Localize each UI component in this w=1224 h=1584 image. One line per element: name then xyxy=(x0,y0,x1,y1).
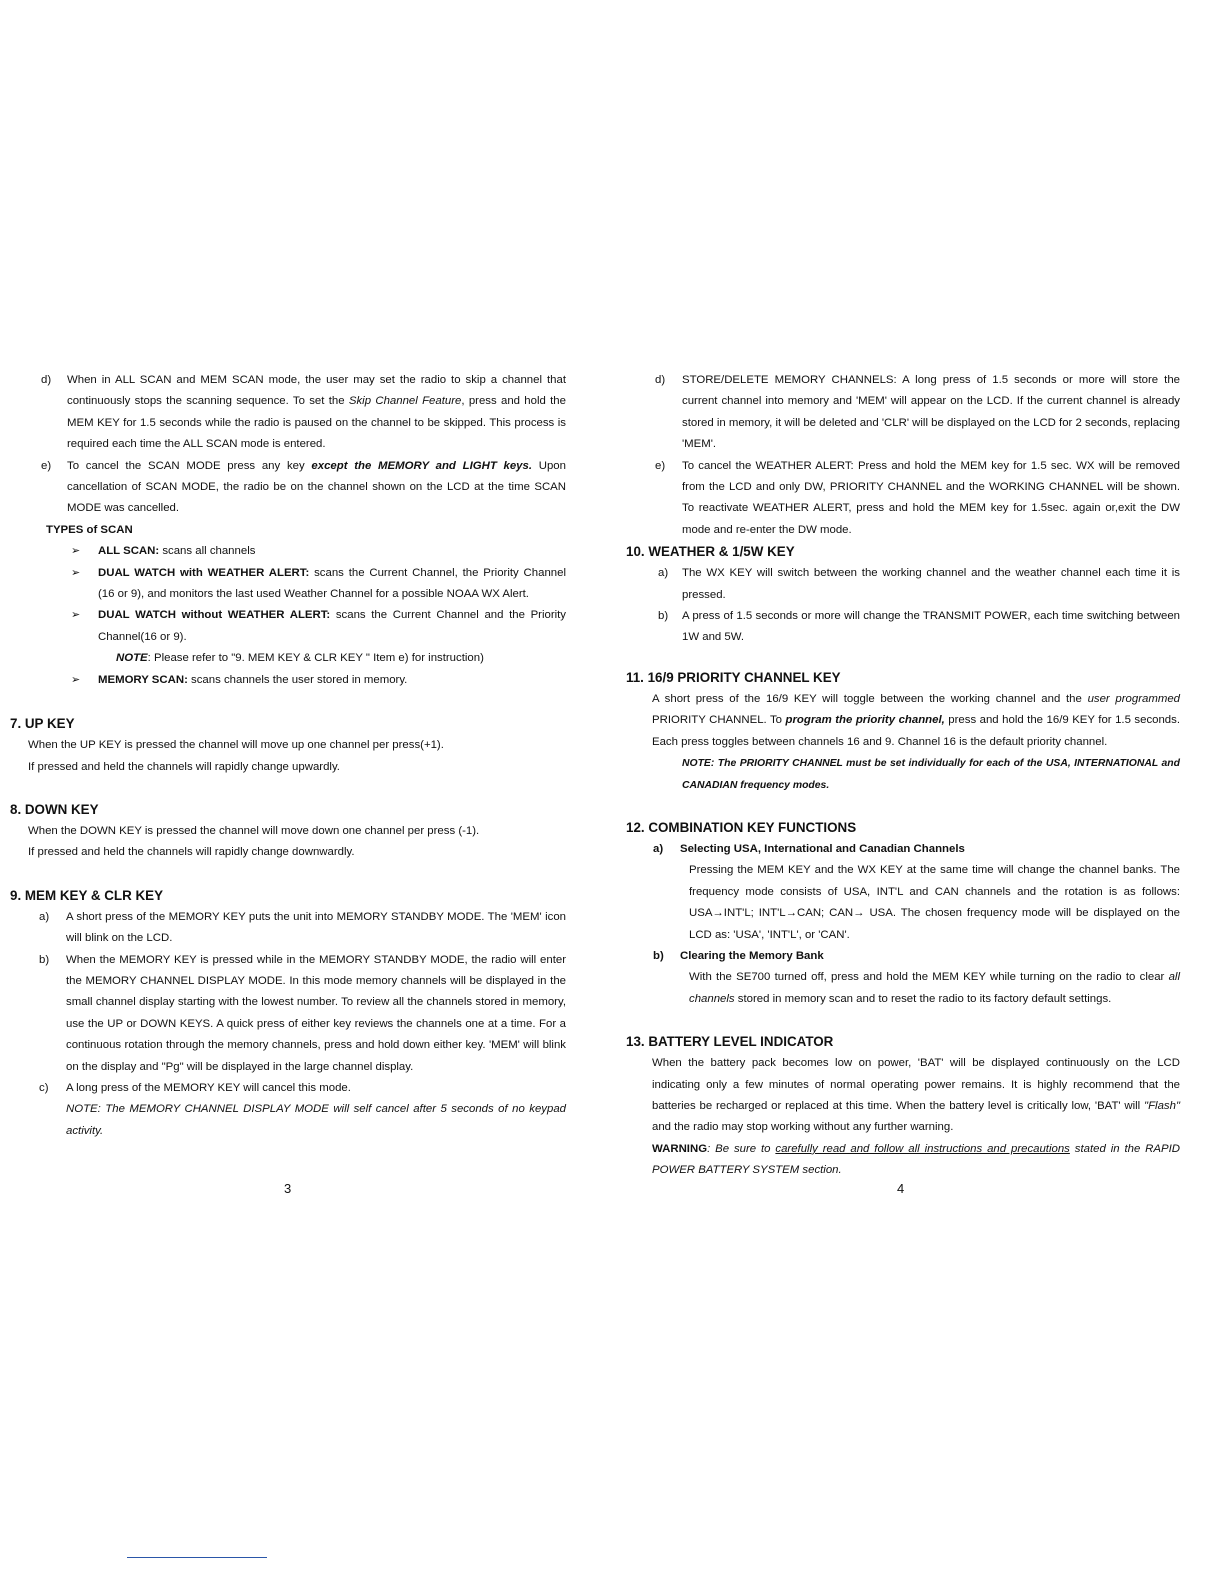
right-page xyxy=(626,370,1180,1182)
battery-text: When the battery pack becomes low on power, 'BAT' will be displayed continuously on the LCD indicating only a few minutes of normal operating power remains. It is highly recommend that the batteries be recharged or replaced at this time. When the battery level is critically low, 'BAT' will "Flash" and the radio may stop working without any further warning. xyxy=(652,1057,1180,1134)
combination-item-a-text: Pressing the MEM KEY and the WX KEY at the same time will change the channel banks. The frequency mode consists of USA, INT'L and CAN channels and the rotation is as follows: USA→INT'L; INT'L→CAN; CAN→ USA. The chosen frequency mode will be displayed on the LCD as: 'USA', 'INT'L', or 'CAN'. xyxy=(689,864,1180,941)
arrow-bullet-icon: ➢ xyxy=(71,545,81,558)
arrow-bullet-icon: ➢ xyxy=(71,609,81,622)
priority-note: NOTE: The PRIORITY CHANNEL must be set individually for each of the USA, INTERNATIONAL and CANADIAN frequency modes. xyxy=(682,758,1180,791)
item-label: b) xyxy=(653,949,664,962)
item-label: c) xyxy=(39,1081,49,1094)
battery-warning: WARNING: Be sure to carefully read and follow all instructions and precautions stated in the RAPID POWER BATTERY SYSTEM section. xyxy=(652,1142,1180,1177)
item-label: d) xyxy=(655,374,666,386)
up-key-line: When the UP KEY is pressed the channel will move up one channel per press(+1). xyxy=(28,739,444,752)
mem-item-e: e) To cancel the WEATHER ALERT: Press and hold the MEM key for 1.5 sec. WX will be removed from the LCD and only DW, PRIORITY CHANNEL and the WORKING CHANNEL will be shown. To reactivate WEATHER ALERT, press and hold the MEM key for 1.5sec. again or,exit the DW mode and re-enter the DW mode. xyxy=(626,456,1180,542)
combination-item-a xyxy=(626,839,1180,860)
up-key-heading: 7. UP KEY xyxy=(10,716,75,732)
combination-item-b-text: With the SE700 turned off, press and hold the MEM KEY while turning on the radio to clear all channels stored in memory scan and to reset the radio to its factory default settings. xyxy=(689,971,1180,1005)
item-label: d) xyxy=(41,374,52,386)
scan-type-bullet: ➢ DUAL WATCH with WEATHER ALERT: scans the Current Channel, the Priority Channel (16 or 9), and monitors the last used Weather Channel for a possible NOAA WX Alert. xyxy=(10,563,566,606)
combination-key-heading: 12. COMBINATION KEY FUNCTIONS xyxy=(626,819,857,835)
scan-type-bullet: ➢ ALL SCAN: scans all channels xyxy=(10,541,566,562)
item-label: b) xyxy=(39,953,50,966)
item-label: a) xyxy=(658,567,669,580)
weather-key-heading: 10. WEATHER & 1/5W KEY xyxy=(626,544,795,560)
footnote-divider xyxy=(127,1557,267,1558)
item-label: e) xyxy=(655,459,666,472)
item-label: a) xyxy=(653,842,664,855)
weather-item-b: b) A press of 1.5 seconds or more will change the TRANSMIT POWER, each time switching between 1W and 5W. xyxy=(626,606,1180,649)
arrow-bullet-icon: ➢ xyxy=(71,566,81,579)
mem-key-heading: 9. MEM KEY & CLR KEY xyxy=(10,887,164,903)
down-key-line: If pressed and held the channels will rapidly change downwardly. xyxy=(28,846,355,859)
combination-item-b xyxy=(626,946,1180,967)
mem-item-c: c) A long press of the MEMORY KEY will cancel this mode. NOTE: The MEMORY CHANNEL DISPLAY MODE will self cancel after 5 seconds of no keypad activity. xyxy=(10,1078,566,1142)
item-label: e) xyxy=(41,459,52,472)
page-number-left: 3 xyxy=(284,1181,292,1196)
mem-item-d: d) STORE/DELETE MEMORY CHANNELS: A long press of 1.5 seconds or more will store the current channel into memory and 'MEM' will appear on the LCD. If the current channel is already stored in memory, it will be deleted and 'CLR' will be displayed on the LCD for 2 seconds, replacing 'MEM'. xyxy=(626,370,1180,456)
up-key-line: If pressed and held the channels will rapidly change upwardly. xyxy=(28,760,340,773)
scan-note: NOTE: Please refer to "9. MEM KEY & CLR KEY " Item e) for instruction) xyxy=(116,652,484,665)
scan-type-bullet: ➢ MEMORY SCAN: scans channels the user stored in memory. xyxy=(10,670,566,691)
page-number-right: 4 xyxy=(897,1181,905,1196)
scan-item-d xyxy=(10,370,566,456)
priority-key-text: A short press of the 16/9 KEY will toggle between the working channel and the user programmed PRIORITY CHANNEL. To program the priority channel, press and hold the 16/9 KEY for 1.5 seconds. Each press toggles between channels 16 and 9. Channel 16 is the default priority channel. xyxy=(652,692,1181,748)
item-label: a) xyxy=(39,910,50,923)
scan-item-e xyxy=(10,456,566,520)
arrow-bullet-icon: ➢ xyxy=(71,673,81,686)
combination-item-a-title: Selecting USA, International and Canadian Channels xyxy=(680,842,965,855)
item-label: b) xyxy=(658,610,669,623)
mem-item-a: a) A short press of the MEMORY KEY puts the unit into MEMORY STANDBY MODE. The 'MEM' icon will blink on the LCD. xyxy=(10,907,566,950)
types-of-scan-heading: TYPES of SCAN xyxy=(46,523,133,536)
scan-item-e-text: To cancel the SCAN MODE press any key except the MEMORY and LIGHT keys. Upon cancellation of SCAN MODE, the radio be on the channel shown on the LCD at the time SCAN MODE was cancelled. xyxy=(67,459,566,515)
down-key-line: When the DOWN KEY is pressed the channel will move down one channel per press (-1). xyxy=(28,824,480,837)
scan-item-d-text: When in ALL SCAN and MEM SCAN mode, the user may set the radio to skip a channel that continuously stops the scanning sequence. To set the Skip Channel Feature, press and hold the MEM KEY for 1.5 seconds while the radio is paused on the channel to be skipped. This process is required each time the ALL SCAN mode is entered. xyxy=(67,374,566,451)
combination-item-b-title: Clearing the Memory Bank xyxy=(680,949,824,962)
mem-item-b: b) When the MEMORY KEY is pressed while in the MEMORY STANDBY MODE, the radio will enter the MEMORY CHANNEL DISPLAY MODE. In this mode memory channels will be displayed in the small channel display starting with the lowest number. To review all the channels stored in memory, use the UP or DOWN KEYS. A quick press of either key reviews the channels one at a time. For a continuous rotation through the memory channels, press and hold down either key. 'MEM' will blink on the display and "Pg" will be displayed in the large channel display. xyxy=(10,950,566,1078)
battery-heading: 13. BATTERY LEVEL INDICATOR xyxy=(626,1034,834,1050)
priority-key-heading: 11. 16/9 PRIORITY CHANNEL KEY xyxy=(626,669,841,685)
scan-type-bullet: ➢ DUAL WATCH without WEATHER ALERT: scans the Current Channel and the Priority Channel(16 or 9). xyxy=(10,605,566,648)
weather-item-a: a) The WX KEY will switch between the working channel and the weather channel each time it is pressed. xyxy=(626,563,1180,606)
down-key-heading: 8. DOWN KEY xyxy=(10,801,99,817)
left-page xyxy=(10,370,566,1142)
mem-note: NOTE: The MEMORY CHANNEL DISPLAY MODE will self cancel after 5 seconds of no keypad activity. xyxy=(66,1103,566,1137)
